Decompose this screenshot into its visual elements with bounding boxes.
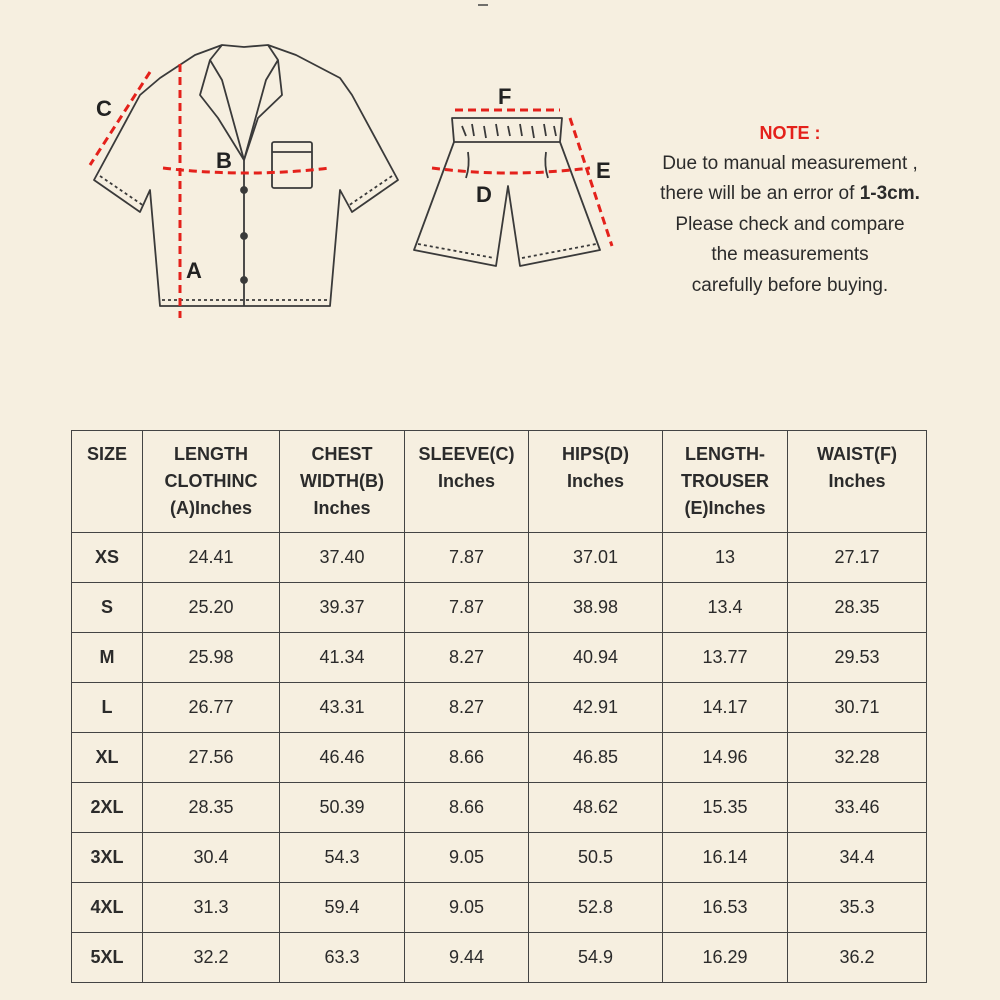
table-cell: 37.01 — [529, 533, 663, 583]
measurement-note — [630, 118, 950, 301]
table-cell: 63.3 — [280, 933, 405, 983]
table-cell: 8.27 — [405, 683, 529, 733]
table-row — [72, 783, 927, 833]
label-c: C — [96, 96, 112, 121]
table-cell: 7.87 — [405, 533, 529, 583]
table-cell: 38.98 — [529, 583, 663, 633]
table-cell: 33.46 — [788, 783, 927, 833]
table-cell: 36.2 — [788, 933, 927, 983]
size-cell: 2XL — [72, 783, 143, 833]
table-cell: 9.05 — [405, 883, 529, 933]
shorts-measure-lines — [432, 110, 612, 246]
table-cell: 7.87 — [405, 583, 529, 633]
table-cell: 29.53 — [788, 633, 927, 683]
size-cell: XL — [72, 733, 143, 783]
table-cell: 8.66 — [405, 733, 529, 783]
table-cell: 16.29 — [663, 933, 788, 983]
table-cell: 50.39 — [280, 783, 405, 833]
header-length-trouser: LENGTH- TROUSER (E)Inches — [663, 431, 788, 533]
size-cell: XS — [72, 533, 143, 583]
label-d: D — [476, 182, 492, 207]
table-cell: 25.20 — [143, 583, 280, 633]
table-cell: 13.77 — [663, 633, 788, 683]
header-hips: HIPS(D) Inches — [529, 431, 663, 533]
header-sleeve: SLEEVE(C) Inches — [405, 431, 529, 533]
table-row — [72, 633, 927, 683]
table-header-row — [72, 431, 927, 533]
table-cell: 40.94 — [529, 633, 663, 683]
size-cell: 3XL — [72, 833, 143, 883]
note-error-range: 1-3cm. — [859, 183, 920, 204]
table-cell: 31.3 — [143, 883, 280, 933]
table-cell: 14.96 — [663, 733, 788, 783]
table-cell: 35.3 — [788, 883, 927, 933]
table-row — [72, 583, 927, 633]
shirt-drawing — [94, 45, 398, 306]
table-cell: 14.17 — [663, 683, 788, 733]
table-cell: 15.35 — [663, 783, 788, 833]
note-line-5: carefully before buying. — [691, 274, 889, 296]
table-cell: 16.14 — [663, 833, 788, 883]
shorts-drawing — [414, 118, 600, 266]
header-size: SIZE — [72, 431, 143, 533]
table-row — [72, 683, 927, 733]
size-cell: M — [72, 633, 143, 683]
table-cell: 37.40 — [280, 533, 405, 583]
label-f: F — [498, 84, 512, 109]
size-cell: 5XL — [72, 933, 143, 983]
table-cell: 34.4 — [788, 833, 927, 883]
table-cell: 43.31 — [280, 683, 405, 733]
note-title: NOTE : — [759, 123, 821, 143]
size-cell: L — [72, 683, 143, 733]
table-row — [72, 733, 927, 783]
table-row — [72, 833, 927, 883]
table-cell: 9.05 — [405, 833, 529, 883]
note-line-4: the measurements — [711, 244, 869, 265]
table-cell: 48.62 — [529, 783, 663, 833]
table-cell: 41.34 — [280, 633, 405, 683]
note-line-1: Due to manual measurement , — [662, 152, 918, 174]
label-a: A — [186, 258, 202, 283]
note-line-2 — [630, 179, 950, 210]
table-cell: 13 — [663, 533, 788, 583]
table-cell: 32.2 — [143, 933, 280, 983]
table-cell: 30.4 — [143, 833, 280, 883]
table-cell: 30.71 — [788, 683, 927, 733]
table-cell: 59.4 — [280, 883, 405, 933]
table-cell: 28.35 — [788, 583, 927, 633]
table-cell: 13.4 — [663, 583, 788, 633]
table-cell: 16.53 — [663, 883, 788, 933]
size-chart-table — [71, 430, 927, 983]
note-line-3: Please check and compare — [675, 213, 905, 235]
table-cell: 50.5 — [529, 833, 663, 883]
shirt-measure-lines — [90, 64, 330, 318]
header-waist: WAIST(F) Inches — [788, 431, 927, 533]
header-length-clothing: LENGTH CLOTHINC (A)Inches — [143, 431, 280, 533]
table-cell: 54.9 — [529, 933, 663, 983]
table-row — [72, 883, 927, 933]
label-e: E — [596, 158, 611, 183]
table-cell: 27.56 — [143, 733, 280, 783]
size-cell: 4XL — [72, 883, 143, 933]
table-cell: 8.66 — [405, 783, 529, 833]
table-cell: 46.85 — [529, 733, 663, 783]
size-cell: S — [72, 583, 143, 633]
table-cell: 46.46 — [280, 733, 405, 783]
table-cell: 52.8 — [529, 883, 663, 933]
table-row — [72, 533, 927, 583]
table-cell: 39.37 — [280, 583, 405, 633]
table-cell: 27.17 — [788, 533, 927, 583]
table-cell: 8.27 — [405, 633, 529, 683]
table-cell: 25.98 — [143, 633, 280, 683]
note-line-2-prefix: there will be an error of — [660, 183, 855, 204]
table-cell: 28.35 — [143, 783, 280, 833]
label-b: B — [216, 148, 232, 173]
header-chest-width: CHEST WIDTH(B) Inches — [280, 431, 405, 533]
table-cell: 9.44 — [405, 933, 529, 983]
table-cell: 32.28 — [788, 733, 927, 783]
table-row — [72, 933, 927, 983]
table-cell: 42.91 — [529, 683, 663, 733]
table-cell: 54.3 — [280, 833, 405, 883]
table-cell: 26.77 — [143, 683, 280, 733]
table-cell: 24.41 — [143, 533, 280, 583]
